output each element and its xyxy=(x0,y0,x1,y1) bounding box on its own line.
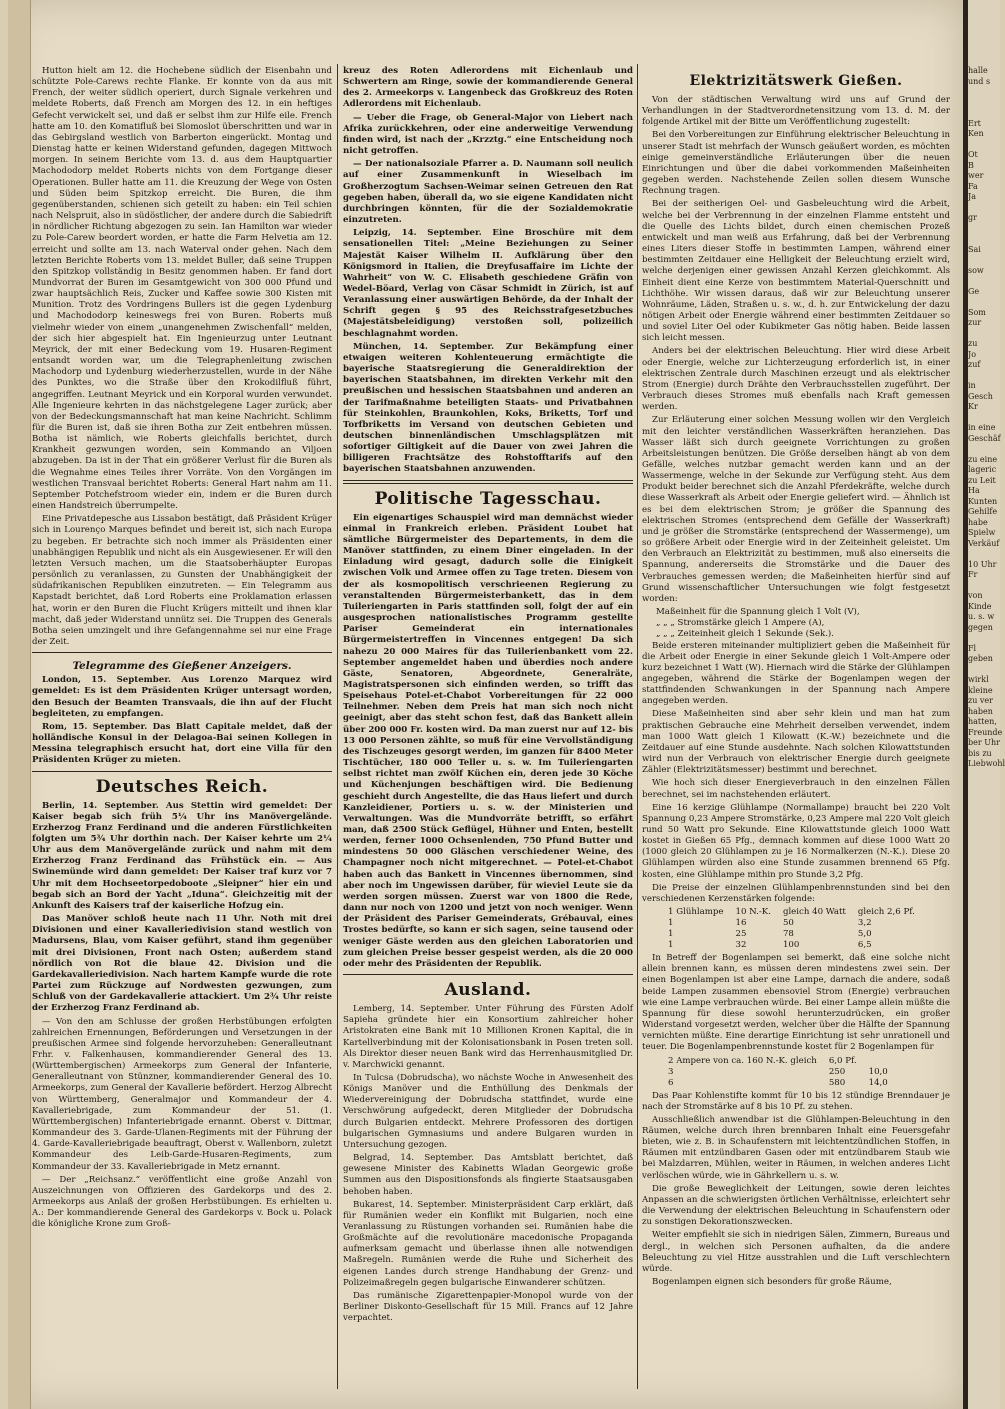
edge-fragment xyxy=(968,444,1000,455)
edge-fragment: bis zu xyxy=(968,748,992,758)
edge-fragment xyxy=(968,255,1000,266)
article-muenchen: München, 14. September. Zur Bekämpfung einer etwaigen weiteren Kohlenteuerung ermächtigte die bayerische Staatsregierung die Generaldirektion der bayerischen Staatsbahnen, im direkten Verkehr mit den preußischen und hessischen Staatsbahnen und anderen an der Tarifmaßnahme beteiligten Staats- und Privatbahnen für Steinkohlen, Braunkohlen, Koks, Briketts, Torf und Torfbriketts im Versand von deutschen Gebieten und deutschen binnenländischen Umschlagsplätzen mit sofortiger Giltigkeit auf die Dauer von zwei Jahren die billigeren Frachtsätze des Rohstofftarifs auf den bayerischen Staatsbahnen anzuwenden. xyxy=(343,341,633,475)
table-cell: 10,0 xyxy=(868,1066,888,1077)
edge-fragment: hatten, xyxy=(968,717,997,726)
article-liebert: — Ueber die Frage, ob General-Major von Liebert nach Afrika zurückkehren, oder eine anderweitige Verwendung finden wird, ist nach der „Krzztg.“ eine Entscheidung noch nicht getroffen. xyxy=(343,112,633,157)
elec-p15: Weiter empfiehlt sie sich in niedrigen Sälen, Zimmern, Bureaus und dergl., in welchen sich Personen aufhalten, da die andere Beleuchtung zu viel Hitze ausstrahlen und die Luft verschlechtern würde. xyxy=(642,1230,950,1274)
edge-fragment xyxy=(968,276,1000,287)
units-list xyxy=(656,607,950,640)
table-cell: 32 xyxy=(735,940,747,951)
article-bankett: Ein eigenartiges Schauspiel wird man demnächst wieder einmal in Frankreich erleben. Präsident Loubet hat sämtliche Bürgermeister des Departements, in dem die Manöver stattfinden, zu einem Diner eingeladen. In der Einladung wird gesagt, dadurch solle die Einigkeit zwischen Volk und Armee offen zu Tage treten. Diesem von der als kosmopolitisch verschrieenen Regierung zu veranstaltenden Bürgermeisterbankett, das in dem Tuileriengarten in Paris stattfinden soll, folgt der auf ein ausgesprochen nationalistisches Programm gestellte Pariser Gemeinderat ein internationales Bürgermeistertreffen in Vincennes entgegen! Da sich nahezu 20 000 Maires für das Tuilerienbankett vom 22. September angemeldet haben und überdies noch andere Gäste, Senatoren, Abgeordnete, Generalräte, Magistratspersonen sich einfinden werden, so trifft das Speisehaus Potel-et-Chabot Vorbereitungen für 22 000 Teilnehmer. Neben dem Preis hat man sich noch nicht geeinigt, aber das steht schon fest, daß das Bankett allein über 200 000 Fr. kosten wird. Da man zuerst nur auf 12- bis 13 000 Personen zählte, so muß für eine Vervollständigung des Tischzeuges gesorgt werden, im ganzen für 8400 Meter Tischtücher, 180 000 Teller u. s. w. Im Tuileriengarten selbst richtet man zwölf Küchen ein, deren jede 30 Köche und Küchenjungen beschäftigen wird. Die Bedienung geschieht durch Angestellte, die das Haus liefert und durch Kanzleidiener, Portiers u. s. w. der Ministerien und Verwaltungen. Was die Mundvorräte betrifft, so erfährt man, daß 2500 Stück Geflügel, Hühner und Enten, bestellt werden, ferner 1000 Ochsenlenden, 750 Pfund Butter und mindestens 50 000 Gläschen verschiedener Weine, des Champagner noch nicht mitgerechnet. — Potel-et-Chabot haben auch das Bankett in Vincennes übernommen, sind aber noch im Ungewissen darüber, für wieviel Leute sie da werden sorgen müssen. Zuerst war von 1800 die Rede, dann nur noch von 1200 und jetzt von noch weniger. Wenn der Präsident des Pariser Gemeinderats, Grébauval, eines Trostes bedürfte, so kann er sich sagen, seine tausend oder weniger Gäste werden aus den gleichen Laboratorien und zum gleichen Preise besser gespeist werden, als die 20 000 oder mehr des Präsidenten der Republik. xyxy=(343,512,633,969)
lisbon-report: Eine Privatdepesche aus Lissabon bestätigt, daß Präsident Krüger sich in Lourenço Marques befindet und bereit ist, sich nach Europa zu begeben. Er betrachte sich noch immer als Präsidenten einer unabhängigen Republik und nicht als ein Ausgewiesener. Er will den letzten Versuch machen, um die Staatsoberhäupter Europas persönlich zu veranlassen, zu Gunsten der Unabhängigkeit der südafrikanischen Republiken einzutreten. — Ein Telegramm aus Kapstadt berichtet, daß Lord Roberts eine Proklamation erlassen hat, worin er den Buren die Flucht Krügers mitteilt und ihnen klar macht, daß jeder Widerstand unnütz sei. Die Truppen des Generals Botha seien umzingelt und ihre Gefangennahme sei nur eine Frage der Zeit. xyxy=(32,514,332,647)
elec-p16: Bogenlampen eignen sich besonders für große Räume, xyxy=(652,1277,892,1287)
edge-fragment: Geschäf xyxy=(968,433,1001,443)
telegram-london: London, 15. September. Aus Lorenzo Marquez wird gemeldet: Es ist dem Präsidenten Krüger untersagt worden, den Besuch der Beamten Transvaals, die ihn auf der Flucht begleiteten, zu empfangen. xyxy=(32,675,332,719)
table-cell: 3 xyxy=(668,1066,674,1077)
edge-fragment xyxy=(968,234,1000,245)
table-cell: 78 xyxy=(782,929,794,940)
article-zigaretten: Das rumänische Zigarettenpapier-Monopol wurde von der Berliner Diskonto-Gesellschaft für 15 Mill. Francs auf 12 Jahre verpachtet. xyxy=(343,1290,633,1324)
elec-p13: Ausschließlich anwendbar ist die Glühlampen-Beleuchtung in den Räumen, welche durch ihren brennbaren Inhalt eine Feuersgefahr bieten, wie z. B. in Schaufenstern mit leichtentzündlichen Stoffen, in Räumen mit entzündbaren Gasen oder mit entzündbarem Staub wie bei Malzdarren, Mühlen, weiter in Räumen, in welchen anderes Licht verlöschen würde, wie in Gährkellern u. s. w. xyxy=(642,1114,950,1181)
elec-p14: Die große Beweglichkeit der Leitungen, sowie deren leichtes Anpassen an die schwierigsten örtlichen Verhältnisse, erleichtert sehr die Verwendung der elektrischen Beleuchtung in Schaufenstern oder zu sonstigen Dekorationszwecken. xyxy=(642,1183,950,1228)
edge-fragment: Ja xyxy=(968,192,976,201)
table-cell: 250 xyxy=(828,1066,846,1077)
table-cell: 580 xyxy=(828,1077,846,1088)
article-berlin: Berlin, 14. September. Aus Stettin wird gemeldet: Der Kaiser begab sich früh 5¼ Uhr ins Manövergelände. Erzherzog Franz Ferdinand und die anderen Fürstlichkeiten folgten um 5¾ Uhr dorthin nach. Der Kaiser kehrte um 2¼ Uhr aus dem Manövergelände zurück und nahm mit dem Erzherzog Franz Ferdinand das Frühstück ein. — Aus Swinemünde wird dann gemeldet: Der Kaiser traf kurz vor 7 Uhr mit dem Hochseetorpedoboote „Sleipner“ hier ein und begab sich an Bord der Yacht „Iduna“. Gleichzeitig mit der Ankunft des Kaisers traf der kaiserliche Hofzug ein. xyxy=(32,800,332,911)
edge-fragment: Jo xyxy=(968,349,977,359)
edge-fragment: zu Leit xyxy=(968,475,996,485)
edge-fragment: wer xyxy=(968,171,984,180)
elec-p5: Zur Erläuterung einer solchen Messung wollen wir den Vergleich mit den leichter verständlichen Wasserkräften heranziehen. Das Wasser läßt sich durch geeignete Vorrichtungen zu großen Arbeitsleistungen benützen. Die Größe derselben hängt ab von dem Gefälle, welches nutzbar gemacht werden kann und an der Wassermenge, welche in der Sekunde zur Verfügung steht. Aus dem Produkt beider berechnet sich die Anzahl Pferdekräfte, welche durch diese Wasserkraft als Arbeit oder Energie geliefert wird. — Ähnlich ist es bei dem elektrischen Strom; je größer die Spannung des elektrischen Stromes (entsprechend dem Gefälle der Wasserkraft) und je größer die Stromstärke (entsprechend der Wassermenge), um so größere Arbeit oder Energie wird in der Zeiteinheit geleistet. Um den Verbrauch an Elektrizität zu bestimmen, muß also einerseits die Spannung, andererseits die Stromstärke und die Dauer des Verbrauches gemessen werden; die Maßeinheiten hierfür sind auf Grund wissenschaftlicher Untersuchungen wie folgt festgesetzt worden: xyxy=(642,415,950,604)
elec-p3: Bei der seitherigen Oel- und Gasbeleuchtung wird die Arbeit, welche bei der Verbrennung in der einzelnen Flamme entsteht und die Quelle des Lichts bildet, durch einen chemischen Prozeß entwickelt und man weiß aus Erfahrung, daß bei der Verbrennung eines Liters dieser Stoffe in bestimmten Lampen, während einer bestimmten Zeitdauer eine Helligkeit der Beleuchtung erzielt wird, welche derjenigen einer gewissen Anzahl Kerzen gleichkommt. Als Einheit dient eine Kerze von bestimmtem Material-Querschnitt und Lichthöhe. Wir wissen daraus, daß wir zur Beleuchtung unserer Wohnräume, Läden, Straßen u. s. w., d. h. zur Entwickelung der dazu nötigen Arbeit oder Energie während einer bestimmten Zeitdauer so und soviel Liter Oel oder Kubikmeter Gas nötig haben. Beide lassen sich leicht messen. xyxy=(642,199,950,344)
edge-fragment: Kinde xyxy=(968,601,992,611)
elec-intro: Von der städtischen Verwaltung wird uns auf Grund der Verhandlungen in der Stadtverordnetensitzung vom 13. d. M. der folgende Artikel mit der Bitte um Veröffentlichung zugestellt: xyxy=(642,95,950,128)
elec-p2: Bei den Vorbereitungen zur Einführung elektrischer Beleuchtung in unserer Stadt ist mehrfach der Wunsch geäußert worden, es möchten einige gemeinverständliche Erläuterungen über die neuen Einrichtungen und über die dabei vorkommenden Maßeinheiten gegeben werden. Nachstehende Zeilen sollen diesem Wunsche Rechnung tragen. xyxy=(642,130,950,197)
table-row xyxy=(662,1078,894,1089)
divider xyxy=(343,480,633,484)
column-2 xyxy=(343,66,633,1386)
edge-fragment: Ge xyxy=(968,286,980,296)
edge-fragment: Verkäuf xyxy=(968,538,1000,548)
elec-p10: Die Preise der einzelnen Glühlampenbrennstunden sind bei den verschiedenen Kerzenstärken folgende: xyxy=(642,882,950,904)
edge-fragment: zu eine xyxy=(968,454,998,464)
edge-fragment: Liebwohl xyxy=(968,759,1005,768)
article-manoever: Das Manöver schloß heute nach 11 Uhr. Noth mit drei Divisionen und einer Kavalleriedivision stand westlich von Madursens, Blau, vom Kaiser geführt, stand ihm gegenüber mit drei Divisionen, Front nach Osten; außerdem stand nördlich von Rot die blaue 42. Division und die Gardekavalleriedivision. Nach hartem Kampfe wurde die rote Partei zum Rückzuge auf Nordwesten gezwungen, zum Schluß von der Gardekavallerie attackiert. Um 2¾ Uhr reiste der Erzherzog Franz Ferdinand ab. xyxy=(32,914,332,1014)
table-cell: 6,0 Pf. xyxy=(828,1055,857,1066)
edge-fragment: Ken xyxy=(968,129,984,138)
article-naumann: — Der nationalsoziale Pfarrer a. D. Naumann soll neulich auf einer Zusammenkunft in Wieselbach im Großherzogtum Sachsen-Weimar seinen Getreuen den Rat gegeben haben, überall da, wo sie eigene Kandidaten nicht durchbringen könnten, für die der Sozialdemokratie einzutreten. xyxy=(343,159,633,226)
unit-line: „ „ „ Stromstärke gleich 1 Ampere (A), xyxy=(656,618,825,629)
edge-fragment: Ert xyxy=(968,118,981,128)
section-heading-ausland: Ausland. xyxy=(444,980,532,1001)
elec-p4: Anders bei der elektrischen Beleuchtung. Hier wird diese Arbeit oder Energie, welche zur Lichterzeugung erforderlich ist, in einer elektrischen Zentrale durch Maschinen erzeugt und als elektrischer Strom (Energie) durch Drähte den Verbrauchsstellen zugeführt. Der Verbrauch dieses Stromes muß ebenfalls nach Kraft gemessen werden. xyxy=(642,346,950,413)
edge-fragment: zu xyxy=(968,339,978,348)
divider xyxy=(343,974,633,975)
section-heading-politische-tagesschau: Politische Tagesschau. xyxy=(374,488,602,509)
table-row xyxy=(662,907,921,918)
edge-fragment: von xyxy=(968,591,983,600)
table-cell: gleich 40 Watt xyxy=(782,907,846,918)
table-cell: 6,5 xyxy=(857,940,872,951)
arc-lamp-table xyxy=(662,1056,894,1089)
table-cell: 100 xyxy=(782,940,800,951)
table-cell: 1 xyxy=(668,918,674,929)
table-row xyxy=(662,940,921,951)
edge-fragment xyxy=(968,633,1000,644)
table-cell: 1 xyxy=(668,940,674,951)
war-report: Hutton hielt am 12. die Hochebene südlich der Eisenbahn und schützte Pole-Carews rechte Flanke. Er konnte von da aus mit French, der weiter südlich operiert, durch Signale verkehren und meldete Roberts, daß French am Morgen des 12. in ein heftiges Gefecht verwickelt sei, und daß er selbst ihm zur Hilfe eile. French hatte am 10. den Komatifluß bei Slomoslot überschritten und war in das Gebirgsland westlich von Barberton eingerückt. Montag und Dienstag hatte er keinen Widerstand gefunden, dagegen Mittwoch morgen. In seinem Berichte vom 13. d. aus dem Hauptquartier Machododorp meldet Roberts nichts von dem Fortgange dieser Operationen. Buller hatte am 11. die Kreuzung der Wege von Osten und Süden beim Spitzkop erreicht. Die Buren, die ihm gegenüberstanden, schienen sich geteilt zu haben: ein Teil schien nach Nelspruit, also in südöstlicher, der andere durch die Sabiedrift in nördlicher Richtung abgezogen zu sein. Ian Hamilton war wieder zu Pole-Carew beordert worden, er hatte die Farm Helvetia am 12. erreicht und sollte am 13. nach Waterval onder gehen. Nach dem letzten Berichte Roberts vom 13. meldet Buller, daß seine Truppen den Spitzkop vollständig in Besitz genommen haben. Er fand dort Mundvorrat der Buren im Gesamtgewicht von 300 000 Pfund und zwar hauptsächlich Reis, Zucker und Kaffee sowie 300 Kisten mit Munition. Trotz des Vordringens Bullers ist die gegen Lydenburg und Machododorp keineswegs frei von Buren. Roberts muß vielmehr wieder von einem „unangenehmen Zwischenfall“ melden, der sich hier abgespielt hat. Ein Ingenieurzug unter Leutnant Meyrick, der mit einer Bedeckung vom 19. Husaren-Regiment entsandt worden war, um die Telegraphenleitung zwischen Machodorp und Lydenburg wiederherzustellen, wurde in der Nähe des Punktes, wo die Straße über den Krokodilfluß führt, angegriffen. Leutnant Meyrick und ein Korporal wurden verwundet. Alle Ingenieure kehrten in das nächstgelegene Lager zurück; aber von der Bedeckungsmannschaft hat man keine Nachricht. Schlimm für die Buren ist, daß sie ihren Botha zur Zeit entbehren müssen. Botha ist nämlich, wie Roberts gleichfalls berichtet, durch Krankheit gezwungen worden, sein Kommando an Viljoen abzugeben. Da ist in der That ein größerer Verlust für die Buren als die Wegnahme eines Teiles ihrer Vorräte. Von den Vorgängen im westlichen Transvaal berichtet Roberts: General Hart nahm am 11. September Potchefstroom wieder ein, indem er die Buren durch einen Handstreich überrumpelte. xyxy=(32,66,332,512)
edge-fragment: halle xyxy=(968,66,988,75)
edge-fragment xyxy=(968,371,1000,382)
elec-p8: Wie hoch sich dieser Energieverbrauch in den einzelnen Fällen berechnet, sei im nachstehenden erläutert. xyxy=(642,778,950,800)
section-heading-deutsches-reich: Deutsches Reich. xyxy=(95,776,269,797)
table-cell: 1 xyxy=(668,929,674,940)
page-binding-edge xyxy=(8,0,31,1409)
unit-line: „ „ „ Zeiteinheit gleich 1 Sekunde (Sek.). xyxy=(656,629,835,640)
telegram-heading: Telegramme des Gießener Anzeigers. xyxy=(72,660,292,673)
edge-fragment: habe xyxy=(968,517,988,527)
column-1 xyxy=(32,66,332,1386)
edge-fragment: B xyxy=(968,160,974,170)
edge-fragment xyxy=(968,98,1000,109)
article-reichsanzeiger: — Der „Reichsanz.“ veröffentlicht eine große Anzahl von Auszeichnungen von Offizieren des Gardekorps und des 2. Armeekorps aus Anlaß der großen Herbstübungen. Es erhielten u. A.: Der kommandierende General des Gardekorps v. Bock u. Polack die königliche Krone zum Groß- xyxy=(32,1174,332,1230)
edge-fragment: Fl xyxy=(968,643,977,653)
table-cell: 6 xyxy=(668,1077,674,1088)
table-cell: 1 Glühlampe xyxy=(668,907,724,918)
edge-fragment xyxy=(968,581,1000,592)
edge-fragment: Ot xyxy=(968,150,978,159)
edge-fragment: Som xyxy=(968,307,986,317)
table-cell: 5,0 xyxy=(857,929,872,940)
edge-fragment: haben xyxy=(968,706,993,716)
table-cell: 2 Ampere von ca. 160 N.-K. gleich xyxy=(668,1055,817,1066)
edge-fragment: und s xyxy=(968,76,991,86)
edge-fragment: zu ver xyxy=(968,696,993,705)
elec-p9: Eine 16 kerzige Glühlampe (Normallampe) braucht bei 220 Volt Spannung 0,23 Ampere Stromstärke, 0,23 Ampere mal 220 Volt gleich rund 50 Watt pro Sekunde. Eine Kilowattstunde gleich 1000 Watt kostet in Gießen 65 Pfg., demnach kommen auf diese 1000 Watt 20 (1000 gleich 20 Glühlampen zu je 16 Normalkerzen (N.-K.). Diese 20 Glühlampen würden also eine Stunde zusammen brennend 65 Pfg. kosten, eine Glühlampe mithin pro Stunde 3,2 Pfg. xyxy=(642,802,950,880)
table-cell: 14,0 xyxy=(868,1077,888,1088)
edge-fragment: Kr xyxy=(968,402,978,411)
edge-fragment: wirkl xyxy=(968,675,989,684)
article-continuation: kreuz des Roten Adlerordens mit Eichenlaub und Schwertern am Ringe, sowie der kommandierende General des 2. Armeekorps v. Langenbeck das Großkreuz des Roten Adlerordens mit Eichenlaub. xyxy=(343,66,633,110)
edge-fragment: in xyxy=(968,381,976,390)
edge-fragment: in eine xyxy=(968,423,996,432)
unit-line: Maßeinheit für die Spannung gleich 1 Volt (V), xyxy=(656,607,860,618)
article-lemberg: Lemberg, 14. September. Unter Führung des Fürsten Adolf Sapieha gründete hier ein Konsortium zahlreicher hoher Aristokraten eine Bank mit 10 Millionen Kronen Kapital, die in Kartellverbindung mit der Kolonisationsbank in Posen treten soll. Als Direktor dieser neuen Bank wird das Herrenhausmitglied Dr. v. Marchwicki genannt. xyxy=(343,1004,633,1070)
table-row xyxy=(662,929,921,940)
elec-p12: Das Paar Kohlenstifte kommt für 10 bis 12 stündige Brenndauer je nach der Stromstärke auf 8 bis 10 Pf. zu stehen. xyxy=(642,1090,950,1112)
edge-fragment: kleine xyxy=(968,685,993,695)
edge-fragment: Gesch xyxy=(968,391,993,401)
table-cell: gleich 2,6 Pf. xyxy=(857,907,915,918)
edge-fragment xyxy=(968,413,1000,424)
edge-fragment: zur xyxy=(968,318,982,327)
table-cell: 10 N.-K. xyxy=(735,907,771,918)
edge-fragment: sow xyxy=(968,265,984,275)
column-rule xyxy=(337,64,338,1389)
edge-fragment: 10 Uhr xyxy=(968,559,997,569)
table-row xyxy=(662,918,921,929)
edge-fragment: Fr xyxy=(968,570,978,579)
edge-fragment: geben xyxy=(968,654,993,663)
edge-fragment: Spielw xyxy=(968,528,996,537)
table-cell: 50 xyxy=(782,918,794,929)
edge-fragment xyxy=(968,87,1000,98)
table-cell: 16 xyxy=(735,918,747,929)
edge-fragment: u. s. w xyxy=(968,612,995,621)
edge-fragment: Freunde xyxy=(968,727,1003,737)
section-heading-elektrizitaetswerk: Elektrizitätswerk Gießen. xyxy=(689,73,903,89)
edge-fragment: Kunten xyxy=(968,496,998,506)
column-3 xyxy=(642,66,950,1386)
article-bukarest: Bukarest, 14. September. Ministerpräsident Carp erklärt, daß für Rumänien weder ein Konflikt mit Bulgarien, noch eine Veranlassung zu Rüstungen vorhanden sei. Rumänien habe die Großmächte auf die revolutionäre macedonische Propaganda aufmerksam gemacht und überlasse ihnen alle notwendigen Maßregeln. Rumänien werde die Ruhe und Sicherheit des eigenen Landes durch strenge Handhabung der Grenz- und Polizeimaßregeln gegen bulgarische Einwanderer schützen. xyxy=(343,1199,633,1288)
article-leipzig: Leipzig, 14. September. Eine Broschüre mit dem sensationellen Titel: „Meine Beziehungen zu Seiner Majestät Kaiser Wilhelm II. Aufklärung über den Königsmord in Italien, die Dreyfusaffaire im Lichte der Wahrheit“ von W. C. Elisabeth geschiedene Gräfin von Wedel-Böard, Verlag von Cäsar Schmidt in Zürich, ist auf Veranlassung einer auswärtigen Behörde, da der Inhalt der Schrift gegen § 95 des Reichsstrafgesetzbuches (Majestätsbeleidigung) verstoßen soll, polizeilich beschlagnahmt worden. xyxy=(343,228,633,339)
edge-fragment: Gehilfe xyxy=(968,507,998,516)
edge-fragment: gr xyxy=(968,213,977,222)
table-cell: 3,2 xyxy=(857,918,872,929)
telegram-rome: Rom, 15. September. Das Blatt Capitale meldet, daß der holländische Konsul in der Delagoa-Bai seinen Kollegen in Messina telegraphisch ersucht hat, dort eine Villa für den Präsidenten Krüger zu mieten. xyxy=(32,721,332,766)
divider xyxy=(32,771,332,772)
elec-p6: Beide ersteren miteinander multipliziert geben die Maßeinheit für die Arbeit oder Energie in einer Sekunde gleich 1 Volt-Ampere oder kurz bezeichnet 1 Watt (W). Hiernach wird die Stärke der Glühlampen angegeben, während die Stärke der Bogenlampen wegen der stattfindenden Schwankungen in der Spannung nach Ampere angegeben werden. xyxy=(642,640,950,707)
edge-fragment xyxy=(968,665,1000,676)
edge-fragment xyxy=(968,140,1000,151)
column-rule xyxy=(637,64,638,1389)
divider xyxy=(32,652,332,653)
article-promotions: — Von den am Schlusse der großen Herbstübungen erfolgten zahlreichen Ernennungen, Beförderungen und Versetzungen in der preußischen Armee sind folgende hervorzuheben: Generalleutnant Frhr. v. Falkenhausen, kommandierender General des 13. (Württembergischen) Armeekorps zum General der Infanterie, Generalleutnant von Stünzner, kommandierender General des 10. Armeekorps, zum General der Kavallerie befördert. Herzog Albrecht von Württemberg, Generalmajor und Kommandeur der 4. Kavalleriebrigade, zum Kommandeur der 51. (1. Württembergischen) Infanteriebrigade ernannt. Oberst v. Dittmar, Kommandeur des 3. Garde-Ulanen-Regiments mit der Führung der 4. Garde-Kavalleriebrigade beauftragt, Oberst v. Wallenborn, zuletzt Kommandeur des Leib-Garde-Husaren-Regiments, zum Kommandeur der 33. Kavalleriebrigade in Metz ernannt. xyxy=(32,1016,332,1172)
edge-fragment: Sai xyxy=(968,244,981,254)
table-cell: 25 xyxy=(735,929,747,940)
lamp-price-table xyxy=(662,907,921,951)
edge-fragment: zuf xyxy=(968,360,981,369)
edge-fragment xyxy=(968,297,1000,308)
edge-fragment: Fa xyxy=(968,181,978,191)
edge-fragment: ber Uhr xyxy=(968,738,1000,747)
edge-fragment xyxy=(968,108,1000,119)
edge-fragment xyxy=(968,549,1000,560)
elec-p11: In Betreff der Bogenlampen sei bemerkt, daß eine solche nicht allein brennen kann, es müssen deren mindestens zwei sein. Der einen Bogenlampen ist aber eine Lampe, darnach die andere, sodaß beide Lampen zusammen ebensoviel Strom (Energie) verbrauchen wie eine Lampe verbrauchen würde. Bei einer Lampe allein müßte die Spannung für diese sowohl herunterzudrücken, ein großer Widerstand vorgesetzt werden, welcher über die Hälfte der Spannung vernichten müßte. Eine derartige Einrichtung ist sehr unrationell und teuer. Die Bogenlampenbrennstunde kostet für 2 Bogenlampen für xyxy=(642,953,950,1053)
article-belgrad: Belgrad, 14. September. Das Amtsblatt berichtet, daß gewesene Minister des Kabinetts Wladan Georgewic große Summen aus den Dispositionsfonds als fingierte Staatsausgaben behoben haben. xyxy=(343,1153,633,1197)
edge-fragment xyxy=(968,203,1000,214)
article-tulcsa: In Tulcsa (Dobrudscha), wo nächste Woche in Anwesenheit des Königs Manöver und die Enthüllung des Denkmals der Wiedervereinigung der Dobrudscha stattfindet, wurde eine Verschwörung aufgedeckt, deren Mitglieder der Dobrudscha durch Bulgarien entdeckt. Mehrere Professoren des dortigen bulgarischen Gymnasiums und andere Bulgaren wurden in Untersuchung gezogen. xyxy=(343,1072,633,1150)
edge-fragment xyxy=(968,224,1000,235)
edge-fragment: gegen xyxy=(968,622,993,632)
edge-fragment: Ha xyxy=(968,486,980,495)
table-row xyxy=(662,1067,894,1078)
edge-fragment xyxy=(968,329,1000,340)
edge-fragment: lageric xyxy=(968,465,997,474)
table-row xyxy=(662,1056,894,1067)
next-page-edge xyxy=(968,0,1005,1409)
elec-p7: Diese Maßeinheiten sind aber sehr klein und man hat zum praktischen Gebrauche eine Mehrheit derselben verwendet, indem man 1000 Watt gleich 1 Kilowatt (K.-W.) bezeichnete und die Zeitdauer auf eine Stunde ausdehnte. Nach solchen Kilowattstunden wird nun der Verbrauch von elektrischer Energie durch geeignete Zähler (Elektrizitätsmesser) bestimmt und berechnet. xyxy=(642,709,950,776)
